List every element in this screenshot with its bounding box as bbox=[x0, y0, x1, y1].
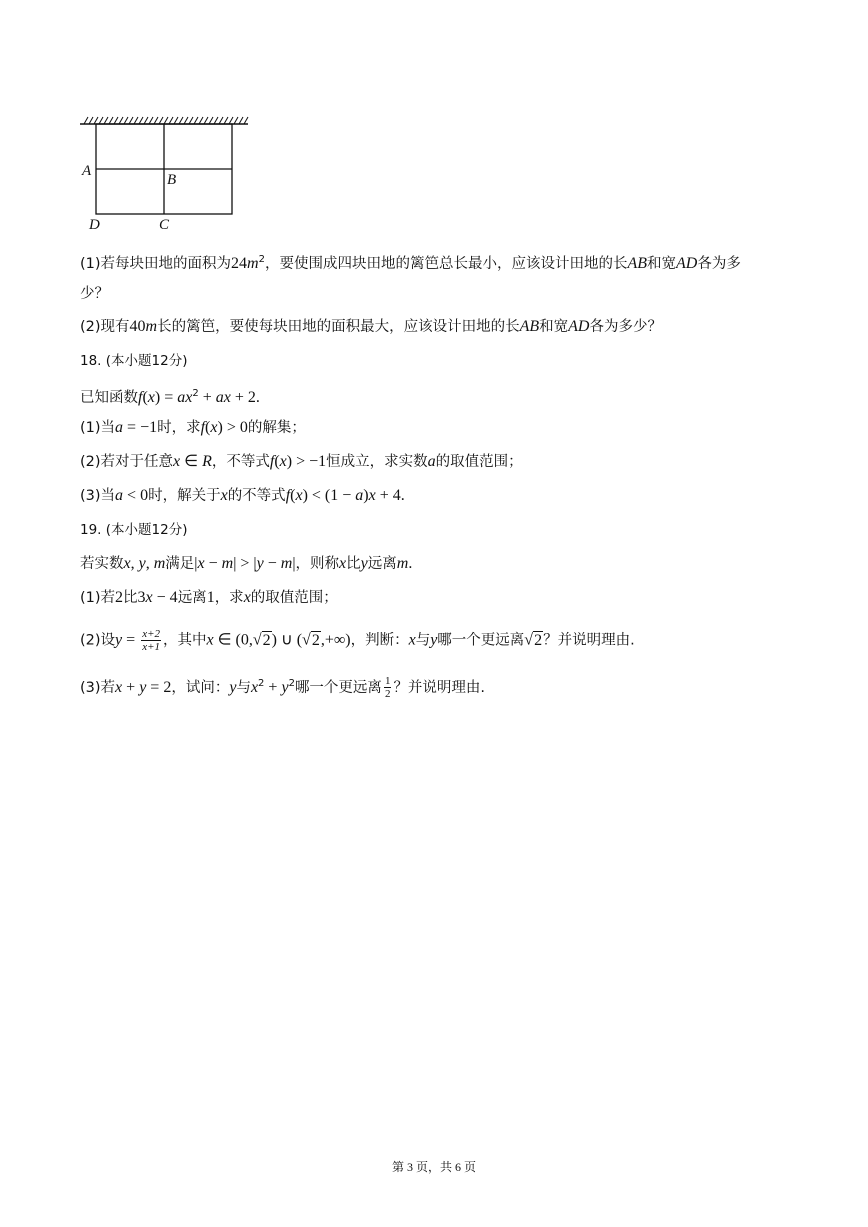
hatch-mark bbox=[184, 117, 188, 124]
hatch-mark bbox=[194, 117, 198, 124]
q19-part3: (3)若x + y = 2，试问：y与$x^2 + y^2$哪一个更远离 $\frac{1}{2}$ ？并说明理由. bbox=[80, 675, 486, 701]
hatch-mark bbox=[219, 117, 223, 124]
hatch-mark bbox=[129, 117, 133, 124]
hatch-mark bbox=[144, 117, 148, 124]
hatch-mark bbox=[109, 117, 113, 124]
q18-stem: 已知函数$f(x) = ax^2$ + ax + 2. bbox=[80, 388, 260, 406]
hatch-mark bbox=[204, 117, 208, 124]
label-d: D bbox=[89, 217, 100, 233]
q17-part2: (2)现有40m长的篱笆，要使每块田地的面积最大，应该设计田地的长AB和宽AD各为多少？ bbox=[80, 318, 662, 335]
hatch-mark bbox=[99, 117, 103, 124]
q19-part2: (2)设y = $\frac{x+2}{x+1}$ ，其中x ∈ (0,√2) ∪ (√2,+∞)，判断：x与y哪一个更远离√2？并说明理由. bbox=[80, 628, 635, 653]
hatch-mark bbox=[124, 117, 128, 124]
hatch-mark bbox=[169, 117, 173, 124]
hatch-mark bbox=[234, 117, 238, 124]
label-b: B bbox=[167, 172, 177, 188]
hatch-mark bbox=[134, 117, 138, 124]
q18-part3: (3)当a < 0时，解关于x的不等式f(x) < (1 − a)x + 4. bbox=[80, 487, 405, 504]
hatch-mark bbox=[244, 117, 248, 124]
q17-part1-line2: 少？ bbox=[80, 286, 109, 302]
hatch-mark bbox=[209, 117, 213, 124]
hatch-mark bbox=[84, 117, 88, 124]
hatch-mark bbox=[159, 117, 163, 124]
q18-header: 18. (本小题12分) bbox=[80, 353, 188, 369]
q18-part1: (1)当a = −1时，求f(x) > 0的解集； bbox=[80, 419, 306, 436]
hatch-mark bbox=[179, 117, 183, 124]
q19-part1: (1)若2比3x − 4远离1，求x的取值范围； bbox=[80, 589, 338, 606]
wall-hatching bbox=[84, 117, 248, 124]
hatch-mark bbox=[214, 117, 218, 124]
page-footer: 第 3 页，共 6 页 bbox=[391, 1160, 476, 1174]
hatch-mark bbox=[149, 117, 153, 124]
hatch-mark bbox=[174, 117, 178, 124]
hatch-mark bbox=[94, 117, 98, 124]
hatch-mark bbox=[139, 117, 143, 124]
hatch-mark bbox=[119, 117, 123, 124]
hatch-mark bbox=[154, 117, 158, 124]
hatch-mark bbox=[224, 117, 228, 124]
q18-part2: (2)若对于任意x ∈ R，不等式f(x) > −1恒成立，求实数a的取值范围； bbox=[80, 453, 523, 470]
hatch-mark bbox=[239, 117, 243, 124]
hatch-mark bbox=[89, 117, 93, 124]
label-c: C bbox=[159, 217, 170, 233]
hatch-mark bbox=[229, 117, 233, 124]
q19-stem: 若实数x, y, m满足|x − m| > |y − m|，则称x比y远离m. bbox=[80, 555, 413, 572]
hatch-mark bbox=[189, 117, 193, 124]
hatch-mark bbox=[199, 117, 203, 124]
fence-figure bbox=[0, 0, 868, 260]
label-a: A bbox=[82, 163, 92, 179]
q17-part1-line1: (1)若每块田地的面积为$24m^2$，要使围成四块田地的篱笆总长最小，应该设计田地的长AB和宽AD各为多 bbox=[80, 254, 741, 272]
hatch-mark bbox=[104, 117, 108, 124]
hatch-mark bbox=[114, 117, 118, 124]
hatch-mark bbox=[164, 117, 168, 124]
q19-header: 19. (本小题12分) bbox=[80, 522, 188, 538]
